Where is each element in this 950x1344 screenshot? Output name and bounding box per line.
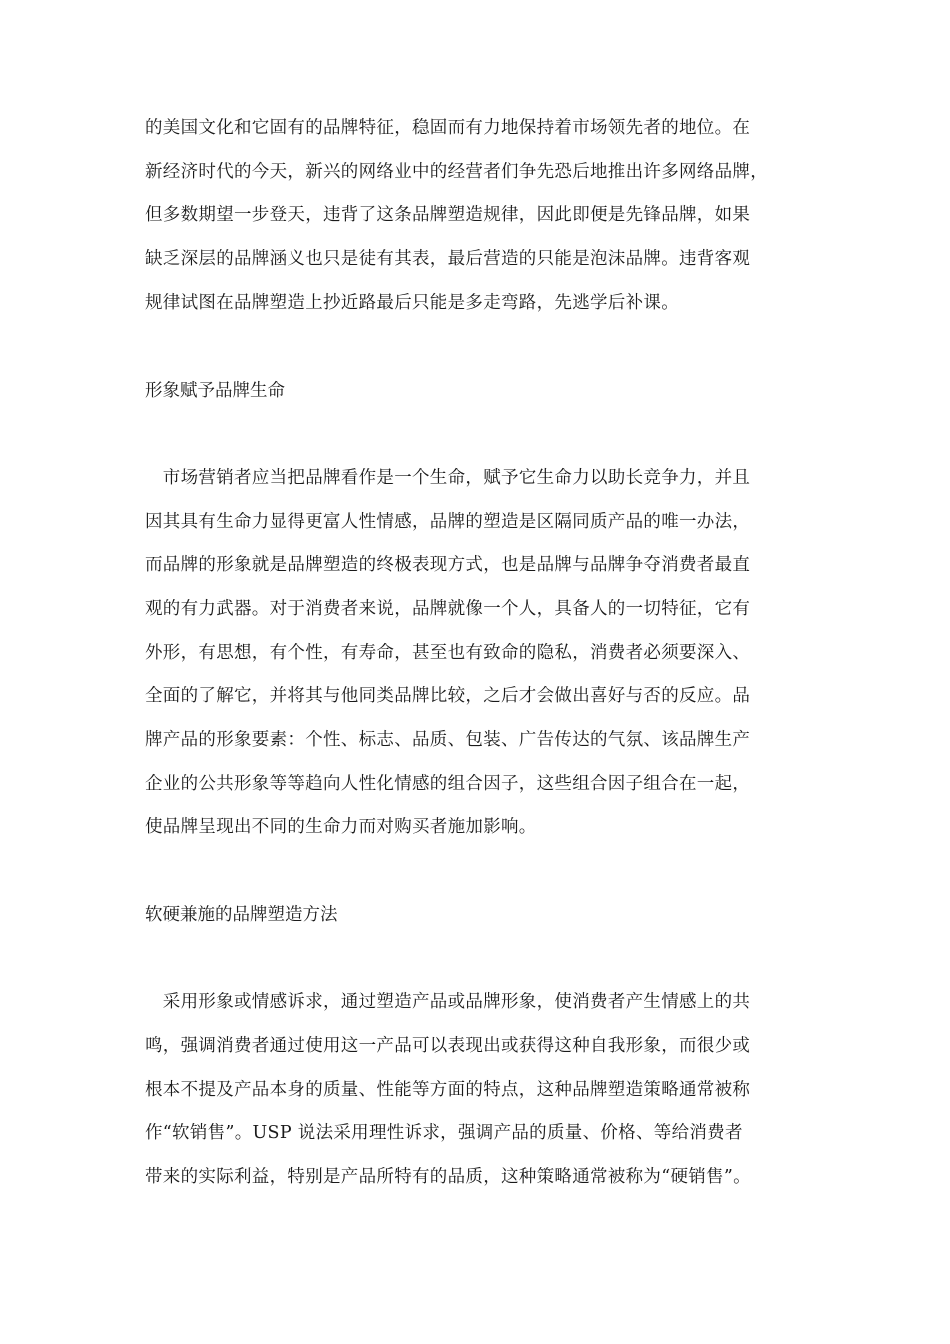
paragraph-line: 作“软销售”。USP 说法采用理性诉求，强调产品的质量、价格、等给消费者 (145, 1123, 743, 1143)
paragraph-line: 采用形象或情感诉求，通过塑造产品或品牌形象，使消费者产生情感上的共 (145, 992, 751, 1012)
section-heading: 形象赋予品牌生命 (145, 381, 285, 401)
paragraph-line: 因其具有生命力显得更富人性情感，品牌的塑造是区隔同质产品的唯一办法， (145, 512, 751, 532)
paragraph-line: 的美国文化和它固有的品牌特征，稳固而有力地保持着市场领先者的地位。在 (145, 118, 751, 138)
paragraph-line: 外形，有思想，有个性，有寿命，甚至也有致命的隐私，消费者必须要深入、 (145, 643, 751, 663)
paragraph-line: 新经济时代的今天，新兴的网络业中的经营者们争先恐后地推出许多网络品牌， (145, 162, 768, 182)
paragraph-line: 使品牌呈现出不同的生命力而对购买者施加影响。 (145, 817, 537, 837)
paragraph-line: 全面的了解它，并将其与他同类品牌比较，之后才会做出喜好与否的反应。品 (145, 686, 751, 706)
paragraph-line: 鸣，强调消费者通过使用这一产品可以表现出或获得这种自我形象，而很少或 (145, 1036, 751, 1056)
paragraph-line: 规律试图在品牌塑造上抄近路最后只能是多走弯路，先逃学后补课。 (145, 293, 679, 313)
paragraph-line: 而品牌的形象就是品牌塑造的终极表现方式，也是品牌与品牌争夺消费者最直 (145, 555, 751, 575)
paragraph-line: 根本不提及产品本身的质量、性能等方面的特点，这种品牌塑造策略通常被称 (145, 1080, 751, 1100)
paragraph-line: 牌产品的形象要素：个性、标志、品质、包装、广告传达的气氛、该品牌生产 (145, 730, 751, 750)
paragraph-line: 但多数期望一步登天，违背了这条品牌塑造规律，因此即便是先锋品牌，如果 (145, 205, 751, 225)
section-heading: 软硬兼施的品牌塑造方法 (145, 905, 338, 925)
paragraph-line: 缺乏深层的品牌涵义也只是徒有其表，最后营造的只能是泡沫品牌。违背客观 (145, 249, 751, 269)
paragraph-line: 带来的实际利益，特别是产品所特有的品质，这种策略通常被称为“硬销售”。 (145, 1167, 751, 1187)
paragraph-line: 市场营销者应当把品牌看作是一个生命，赋予它生命力以助长竞争力，并且 (145, 468, 751, 488)
paragraph-line: 观的有力武器。对于消费者来说，品牌就像一个人，具备人的一切特征，它有 (145, 599, 751, 619)
paragraph-line: 企业的公共形象等等趋向人性化情感的组合因子，这些组合因子组合在一起， (145, 774, 751, 794)
